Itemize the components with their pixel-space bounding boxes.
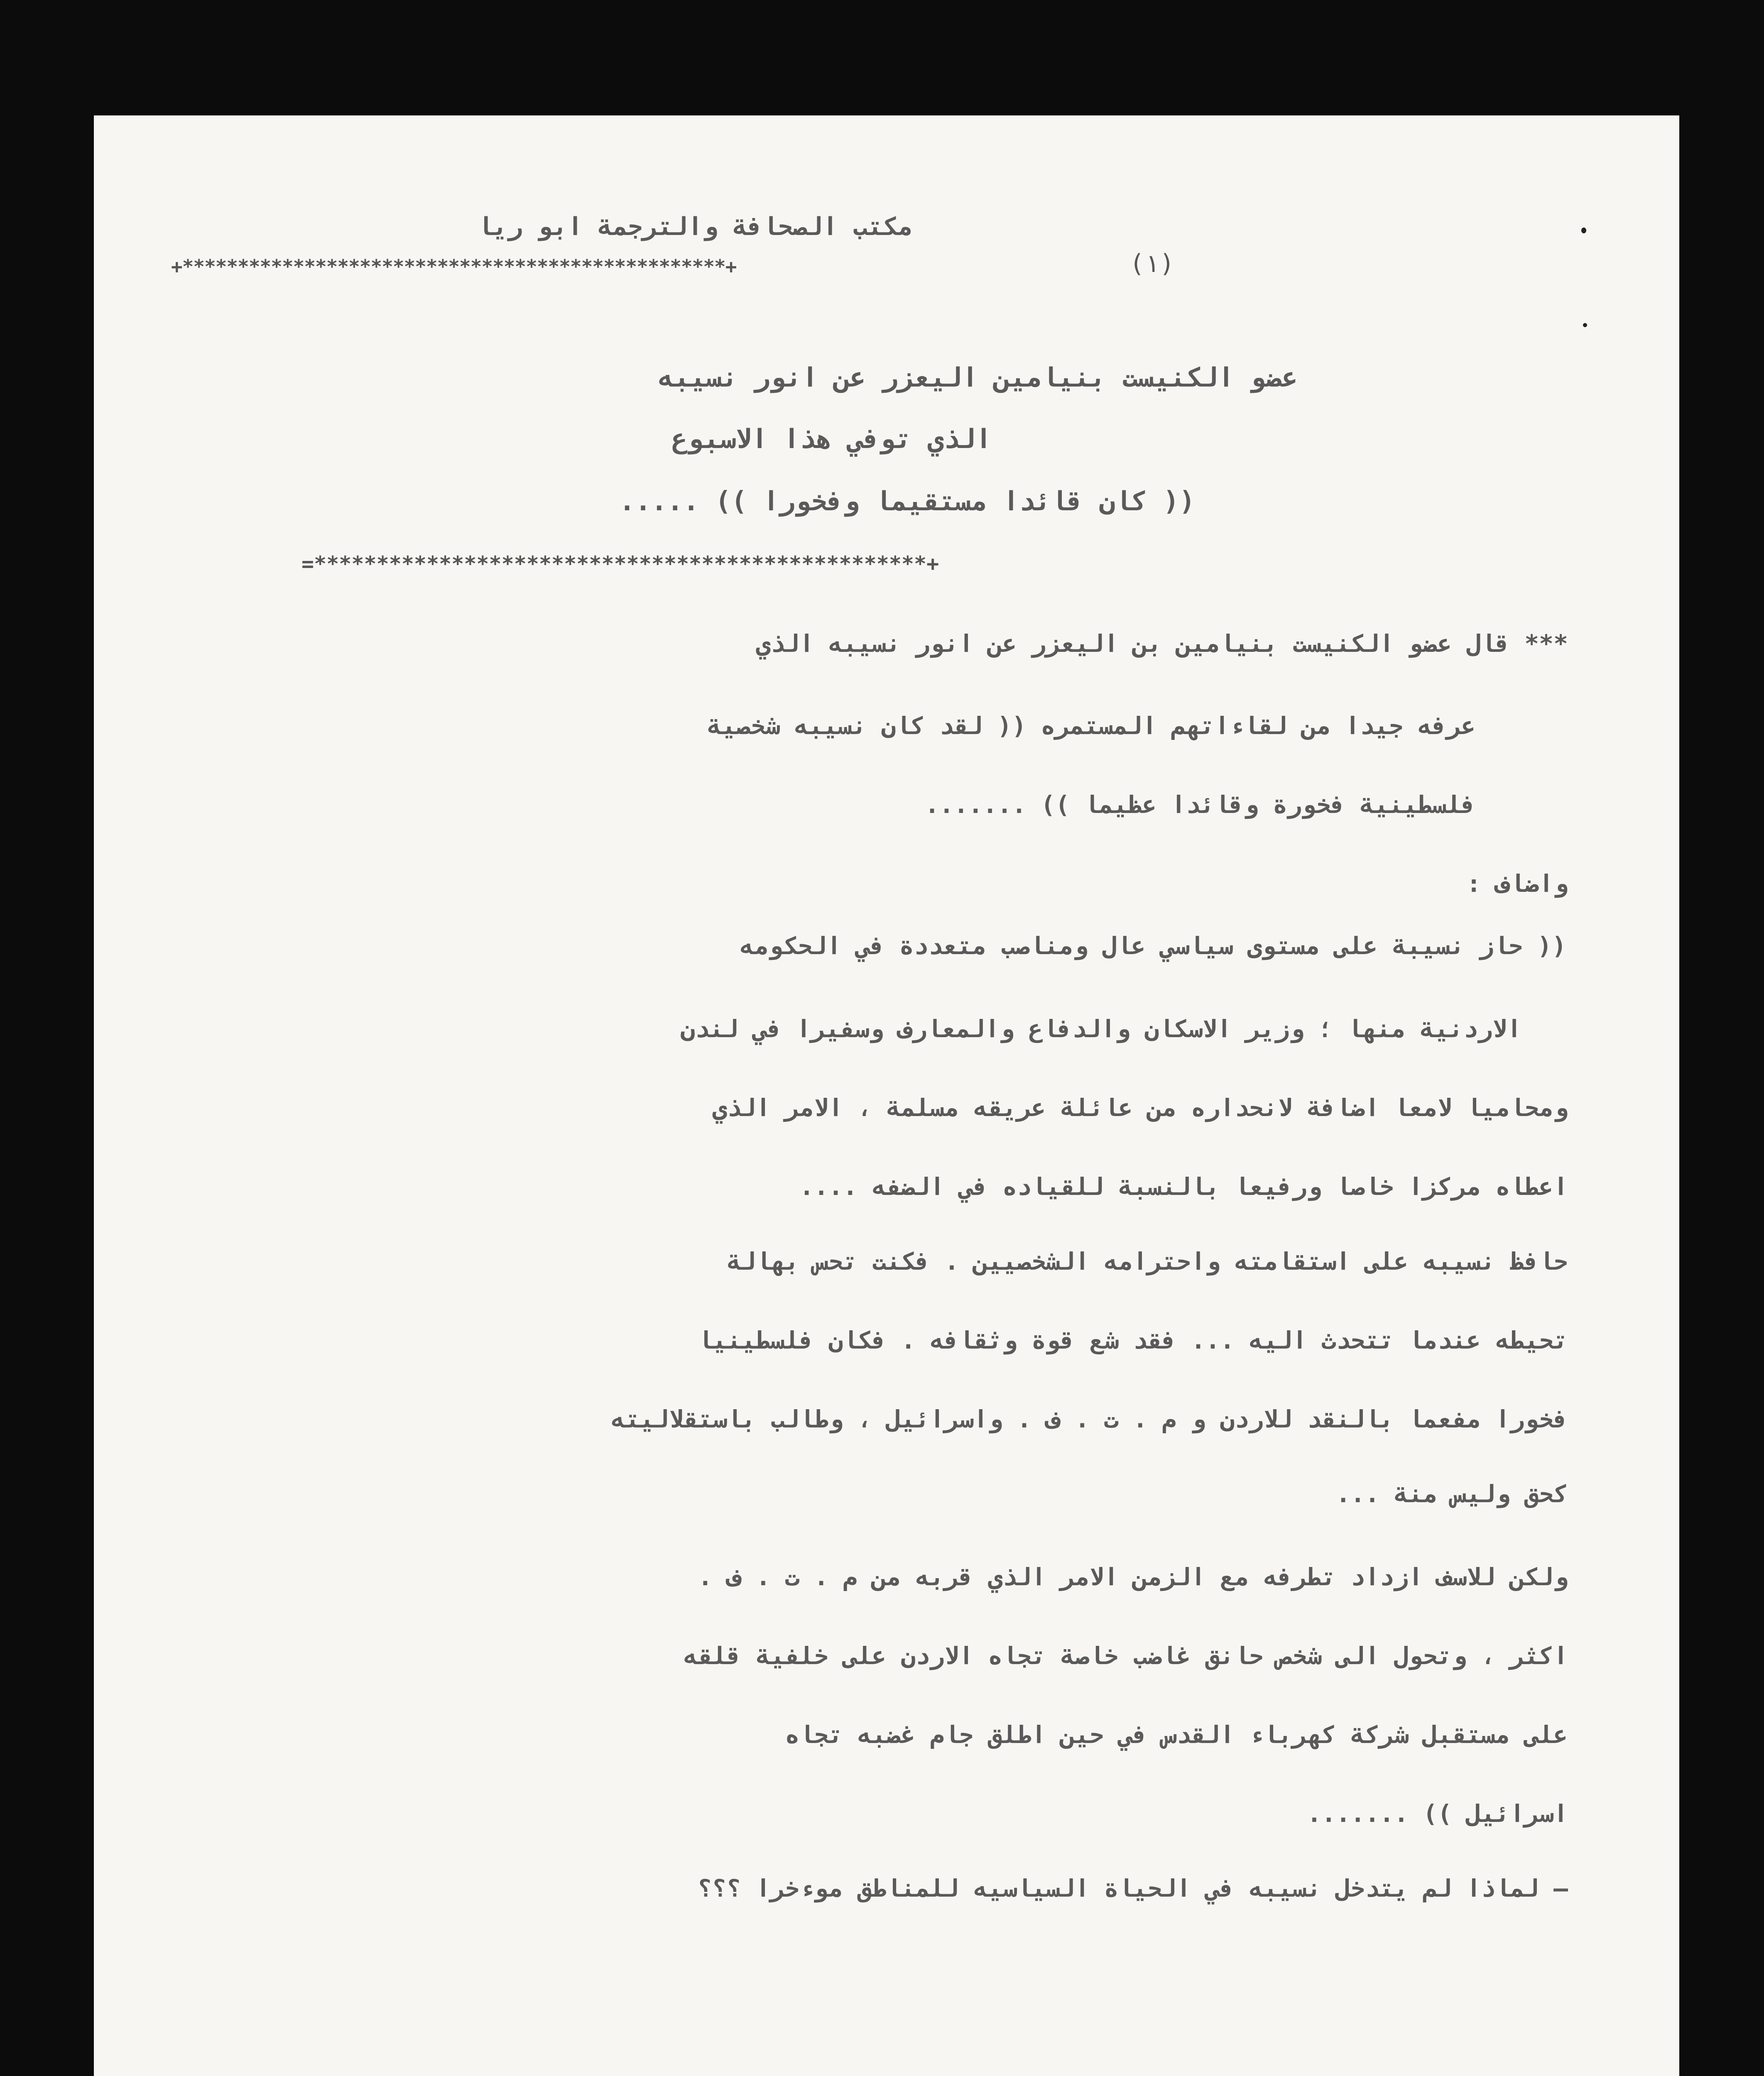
body-line-17: — لماذا لم يتدخل نسيبه في الحياة السياسيه للمناطق موءخرا ؟؟؟ xyxy=(698,1874,1568,1902)
body-line-3: فلسطينية فخورة وقائدا عظيما )) ....... xyxy=(925,791,1476,819)
body-line-7: ومحاميا لامعا اضافة لانحداره من عائلة عريقه مسلمة ، الامر الذي xyxy=(712,1094,1568,1122)
title-line-2: الذي توفي هذا الاسبوع xyxy=(671,424,992,455)
body-line-14: اكثر ، وتحول الى شخص حانق غاضب خاصة تجاه الاردن على خلفية قلقه xyxy=(683,1642,1568,1670)
paper-mark xyxy=(1581,228,1586,233)
body-line-13: ولكن للاسف ازداد تطرفه مع الزمن الامر الذي قربه من م . ت . ف . xyxy=(698,1563,1568,1591)
title-line-1: عضو الكنيست بنيامين اليعزر عن انور نسيبه xyxy=(658,362,1298,393)
office-header: مكتب الصحافة والترجمة ابو ريا xyxy=(478,212,913,241)
document-page xyxy=(94,115,1679,2076)
body-line-9: حافظ نسيبه على استقامته واحترامه الشخصيين . فكنت تحس بهالة xyxy=(727,1247,1568,1275)
header-star-rule: +*************************************************+ xyxy=(171,255,737,278)
body-line-16: اسرائيل )) ....... xyxy=(1307,1799,1568,1828)
body-line-15: على مستقبل شركة كهرباء القدس في حين اطلق جام غضبه تجاه xyxy=(785,1721,1568,1749)
body-line-8: اعطاه مركزا خاصا ورفيعا بالنسبة للقياده في الضفه .... xyxy=(799,1173,1568,1201)
body-line-6: الاردنية منها ؛ وزير الاسكان والدفاع والمعارف وسفيرا في لندن xyxy=(680,1015,1521,1043)
body-line-11: فخورا مفعما بالنقد للاردن و م . ت . ف . واسرائيل ، وطالب باستقلاليته xyxy=(611,1405,1568,1433)
body-line-5: (( حاز نسيبة على مستوى سياسي عال ومناصب متعددة في الحكومه xyxy=(740,932,1566,960)
body-line-12: كحق وليس منة ... xyxy=(1336,1480,1568,1508)
paper-mark xyxy=(1583,323,1587,327)
title-line-3: (( كان قائدا مستقيما وفخورا )) ..... xyxy=(619,486,1195,517)
body-line-10: تحيطه عندما تتحدث اليه ... فقد شع قوة وثقافه . فكان فلسطينيا xyxy=(698,1326,1568,1354)
body-line-2: عرفه جيدا من لقاءاتهم المستمره (( لقد كان نسيبه شخصية xyxy=(707,712,1476,740)
title-rule: =*************************************************+ xyxy=(301,552,939,576)
body-line-1: *** قال عضو الكنيست بنيامين بن اليعزر عن انور نسيبه الذي xyxy=(756,629,1568,658)
page-number: (١) xyxy=(1129,249,1175,278)
body-line-4: واضاف : xyxy=(1466,869,1568,898)
